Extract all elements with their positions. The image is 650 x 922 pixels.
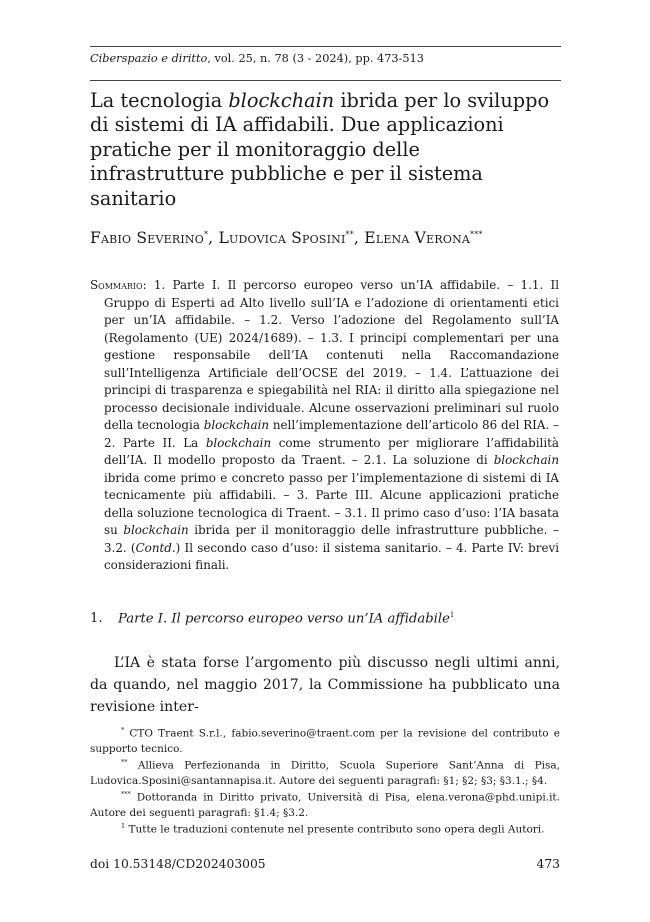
author-list [90,229,483,247]
body-paragraph: L’IA è stata forse l’argomento più discusso negli ultimi anni, da quando, nel maggio 2017, la Commissione ha pubblicato una revisione inter- [90,655,560,715]
summary-text-segment: : 1. Parte I. Il percorso europeo verso un’IA affidabile. – 1.1. Il Gruppo di Esperti ad Alto livello sull’IA e l’adozione di orientamenti etici per un’IA affidabile. – 1.2. Verso l’adozione del Regolamento sull’IA (Regolamento (UE) 2024/1689). – 1.3. I principi complementari per una gestione responsabile dell’IA contenuti nella Raccomandazione sull’Intelligenza Artificiale dell’OCSE del 2019. – 1.4. L’attuazione dei principi di trasparenza e spiegabilità nel RIA: il diritto alla spiegazione nel processo decisionale individuale. Alcune osservazioni preliminari sul ruolo della tecnologia [104,278,559,432]
title-part-1: La tecnologia [90,89,229,112]
footnote [90,787,560,822]
summary-text [104,278,559,572]
author-separator: , [208,229,219,247]
author-footnote-mark: ** [345,229,354,239]
footnote-text: CTO Traent S.r.l., fabio.severino@traent.com per la revisione del contributo e supporto tecnico. [90,727,560,756]
footnote-mark: *** [121,790,131,798]
author-name: Elena Verona [364,229,471,247]
title-italic: blockchain [228,89,335,112]
journal-citation [90,52,424,65]
author-separator: , [353,229,365,247]
section-number: 1. [90,611,103,627]
footnote [90,819,560,838]
journal-details: , vol. 25, n. 78 (3 - 2024), pp. 473-513 [207,52,424,65]
summary-text-segment: ) Il secondo caso d’uso: il sistema sanitario. – 4. Parte IV: brevi considerazioni finali. [104,540,560,572]
footnote-text: Dottoranda in Diritto privato, Università di Pisa, elena.verona@phd.unipi.it. Autore dei seguenti paragrafi: §1.4; §3.2. [90,791,560,820]
journal-name: Ciberspazio e diritto [90,52,208,65]
summary-text-segment: ibrida come primo e concreto passo per l’implementazione di sistemi di IA tecnicamente più affidabili. – 3. Parte III. Alcune applicazioni pratiche della soluzione tecnologica di Traent. – 3.1. Il primo caso d’uso: l’IA basata su [104,470,559,537]
doi: doi 10.53148/CD202403005 [90,857,266,871]
footnote [90,723,560,758]
summary-italic-term: blockchain [493,453,559,467]
summary-italic-term: blockchain [203,418,270,432]
summary-italic-term: blockchain [123,523,189,537]
author-footnote-mark: * [203,229,209,239]
section-heading [90,611,454,626]
page-number: 473 [536,857,560,871]
summary-label: Sommario [90,278,143,292]
table-of-contents-summary [90,277,559,575]
summary-text-segment: come strumento per migliorare l’affidabilità dell’IA. Il modello proposto da Traent. – 2.1. La soluzione di [104,435,559,467]
footnote-reference: 1 [449,611,455,619]
summary-italic-term: blockchain [205,435,272,450]
footnote-text: Allieva Perfezionanda in Diritto, Scuola Superiore Sant’Anna di Pisa, Ludovica.Sposini@santannapisa.it. Autore dei seguenti paragrafi: §1; §2; §3; §3.1.; §4. [90,759,560,788]
header-rule-bottom [90,80,561,81]
summary-italic-term: Contd. [135,540,176,555]
summary-text-segment: ibrida per il monitoraggio delle infrastrutture pubbliche. – 3.2. ( [104,523,559,555]
summary-text-segment: nell’implementazione dell’articolo 86 del RIA. – 2. Parte II. La [104,418,559,450]
article-title [90,89,560,211]
author-name: Fabio Severino [90,229,204,247]
section-title: Parte I. Il percorso europeo verso un’IA affidabile [118,611,450,627]
footnote [90,755,560,790]
author-name: Ludovica Sposini [218,229,346,247]
footnote-mark: 1 [121,822,126,830]
author-footnote-mark: *** [470,229,483,239]
title-part-2: ibrida per lo sviluppo di sistemi di IA affidabili. Due applicazioni pratiche per il monitoraggio delle infrastrutture pubbliche e per il sistema sanitario [90,89,550,210]
footnote-text: Tutte le traduzioni contenute nel presente contributo sono opera degli Autori. [128,823,545,836]
header-rule-top [90,46,561,47]
footnote-mark: * [121,726,125,734]
footnote-mark: ** [121,758,128,766]
